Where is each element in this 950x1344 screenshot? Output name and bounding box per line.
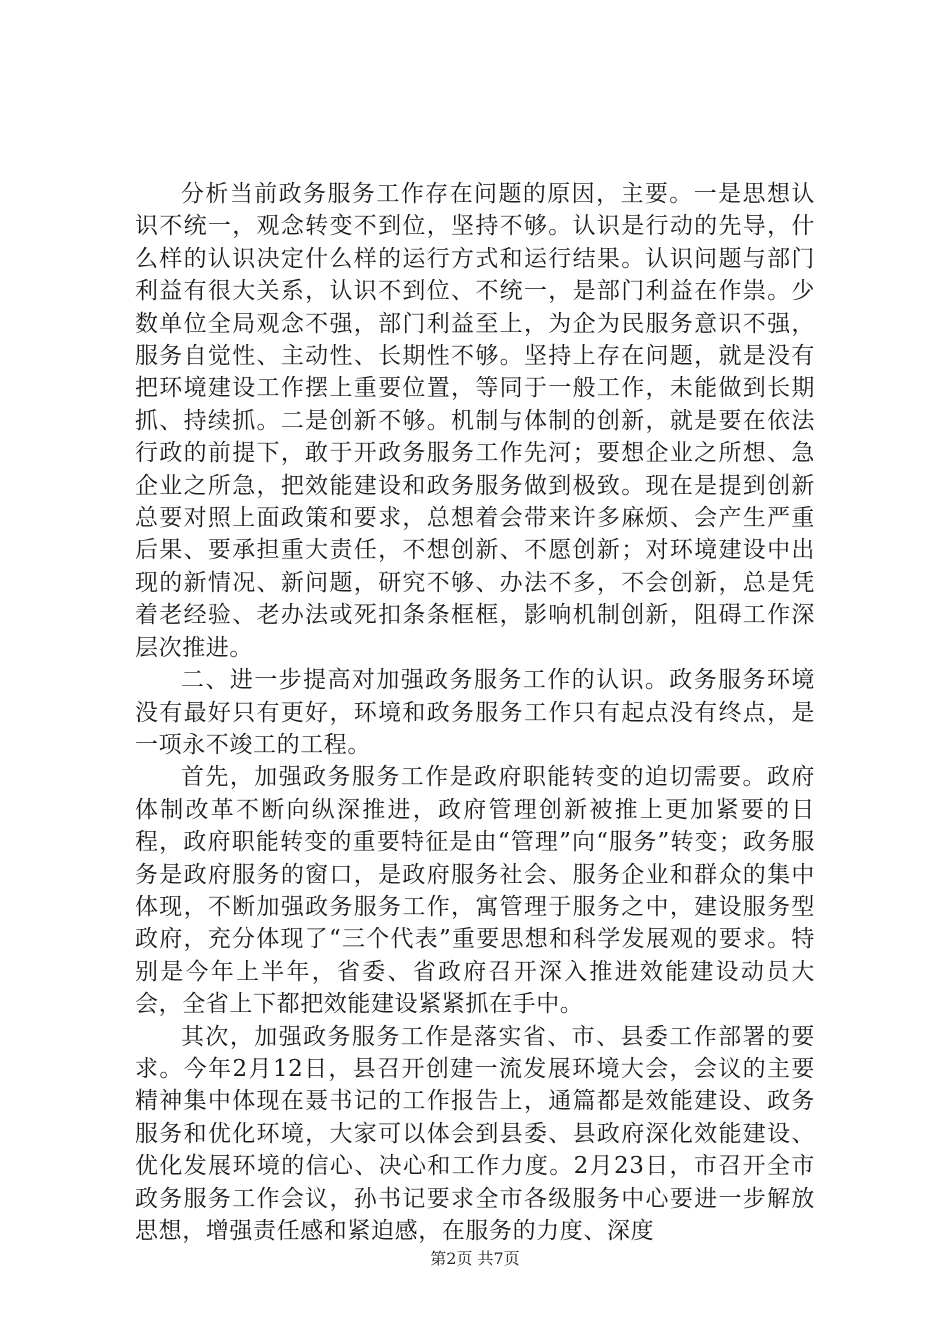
paragraph-1: 分析当前政务服务工作存在问题的原因，主要。一是思想认识不统一，观念转变不到位，坚持不够。认识是行动的先导，什么样的认识决定什么样的运行方式和运行结果。认识问题与部门利益有很大关系，认识不到位、不统一，是部门利益在作祟。少数单位全局观念不强，部门利益至上，为企为民服务意识不强，服务自觉性、主动性、长期性不够。坚持上存在问题，就是没有把环境建设工作摆上重要位置，等同于一般工作，未能做到长期抓、持续抓。二是创新不够。机制与体制的创新，就是要在依法行政的前提下，敢于开政务服务工作先河；要想企业之所想、急企业之所急，把效能建设和政务服务做到极致。现在是提到创新总要对照上面政策和要求，总想着会带来许多麻烦、会产生严重后果、要承担重大责任，不想创新、不愿创新；对环境建设中出现的新情况、新问题，研究不够、办法不多，不会创新，总是凭着老经验、老办法或死扣条条框框，影响机制创新，阻碍工作深层次推进。 bbox=[135, 181, 815, 661]
document-body bbox=[135, 178, 815, 1247]
page-number-label: 第2页 共7页 bbox=[430, 1249, 520, 1268]
page-footer bbox=[0, 1246, 950, 1269]
paragraph-2: 二、进一步提高对加强政务服务工作的认识。政务服务环境没有最好只有更好，环境和政务服务工作只有起点没有终点，是一项永不竣工的工程。 bbox=[135, 667, 815, 758]
paragraph-3: 首先，加强政务服务工作是政府职能转变的迫切需要。政府体制改革不断向纵深推进，政府管理创新被推上更加紧要的日程，政府职能转变的重要特征是由“管理”向“服务”转变；政务服务是政府服务的窗口，是政府服务社会、服务企业和群众的集中体现，不断加强政务服务工作，寓管理于服务之中，建设服务型政府，充分体现了“三个代表”重要思想和科学发展观的要求。特别是今年上半年，省委、省政府召开深入推进效能建设动员大会，全省上下都把效能建设紧紧抓在手中。 bbox=[135, 764, 815, 1018]
paragraph-4: 其次，加强政务服务工作是落实省、市、县委工作部署的要求。今年2月12日，县召开创建一流发展环境大会，会议的主要精神集中体现在聂书记的工作报告上，通篇都是效能建设、政务服务和优化环境，大家可以体会到县委、县政府深化效能建设、优化发展环境的信心、决心和工作力度。2月23日，市召开全市政务服务工作会议，孙书记要求全市各级服务中心要进一步解放思想，增强责任感和紧迫感，在服务的力度、深度 bbox=[135, 1023, 815, 1244]
